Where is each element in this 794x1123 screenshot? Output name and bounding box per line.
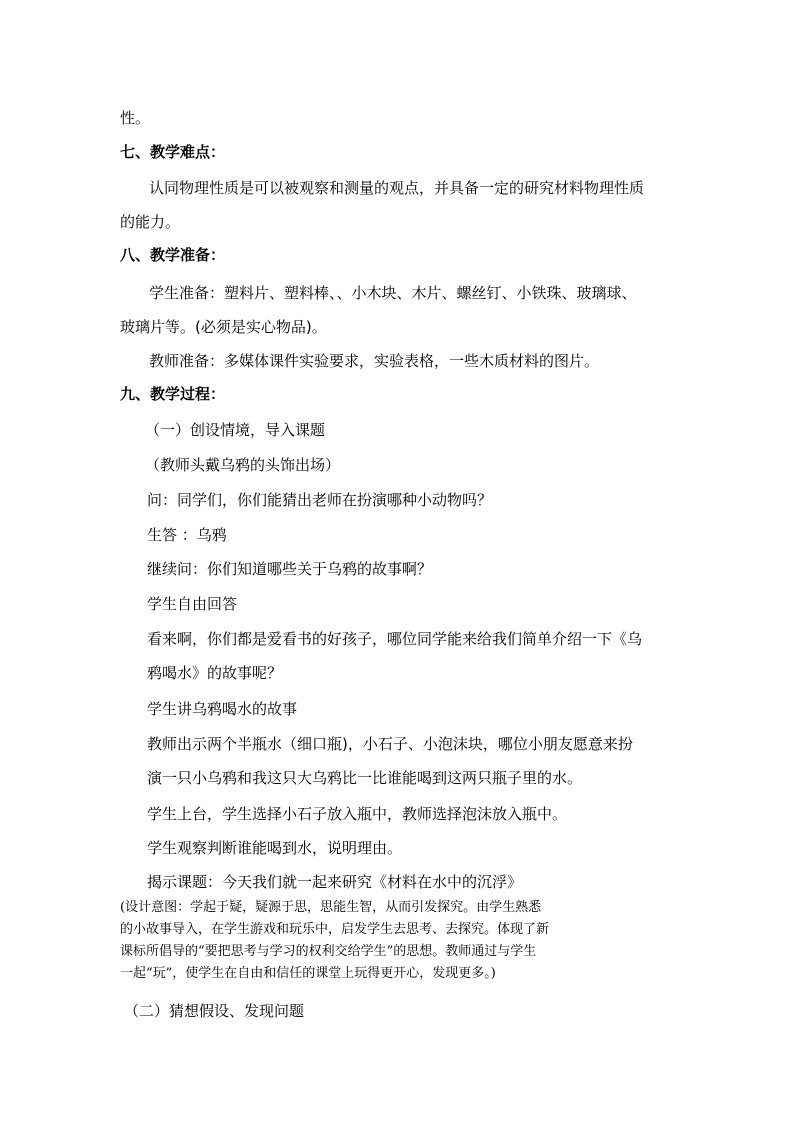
text-line: 性。	[120, 109, 151, 127]
text-line: 教师出示两个半瓶水（细口瓶)，小石子、小泡沫块，哪位小朋友愿意来扮	[147, 735, 633, 753]
text-line: 学生讲乌鸦喝水的故事	[147, 700, 298, 718]
text-line: 学生准备：塑料片、塑料棒、、小木块、木片、螺丝钉、小铁珠、玻璃球、	[149, 284, 637, 302]
text-line: 的能力。	[120, 213, 181, 231]
text-line: 演一只小乌鸦和我这只大乌鸦比一比谁能喝到这两只瓶子里的水。	[147, 769, 583, 787]
text-line: 学生上台，学生选择小石子放入瓶中，教师选择泡沫放入瓶中。	[147, 805, 568, 823]
heading-teaching-difficulties: 七、教学难点：	[120, 143, 226, 161]
text-line: （一）创设情境，导入课题	[145, 421, 326, 439]
text-line: 看来啊，你们都是爱看书的好孩子，哪位同学能来给我们简单介绍一下《乌	[147, 630, 643, 648]
design-intent-note	[120, 897, 680, 985]
text-line: 认同物理性质是可以被观察和测量的观点，并具备一定的研究材料物理性质	[149, 179, 645, 197]
text-line: 生答 ：乌鸦	[147, 526, 227, 544]
note-line: 一起“玩”，使学生在自由和信任的课堂上玩得更开心，发现更多。)	[120, 966, 496, 981]
heading-teaching-preparation: 八、教学准备：	[120, 246, 226, 264]
text-line: 问：同学们，你们能猜出老师在扮演哪种小动物吗？	[147, 491, 493, 509]
text-line: （教师头戴乌鸦的头饰出场）	[145, 456, 341, 474]
text-line: 玻璃片等。(必须是实心物品)。	[120, 318, 327, 336]
note-line: 课标所倡导的“要把思考与学习的权利交给学生”的思想。教师通过与学生	[120, 944, 537, 959]
heading-teaching-process: 九、教学过程：	[120, 385, 226, 403]
text-line: 学生观察判断谁能喝到水，说明理由。	[147, 839, 403, 857]
text-line: 教师准备：多媒体课件实验要求，实验表格，一些木质材料的图片。	[149, 352, 600, 370]
text-line: 学生自由回答	[147, 595, 238, 613]
text-line: 揭示课题：今天我们就一起来研究《材料在水中的沉浮》	[147, 873, 523, 891]
text-line: 继续问：你们知道哪些关于乌鸦的故事啊？	[147, 560, 433, 578]
section-heading-hypothesis: （二）猜想假设、发现问题	[124, 1002, 305, 1020]
note-line: (设计意图：学起于疑，疑源于思，思能生智，从而引发探究。由学生熟悉	[120, 900, 542, 915]
text-line: 鸦喝水》的故事呢？	[147, 664, 283, 682]
note-line: 的小故事导入，在学生游戏和玩乐中，启发学生去思考、去探究。体现了新	[120, 922, 550, 937]
